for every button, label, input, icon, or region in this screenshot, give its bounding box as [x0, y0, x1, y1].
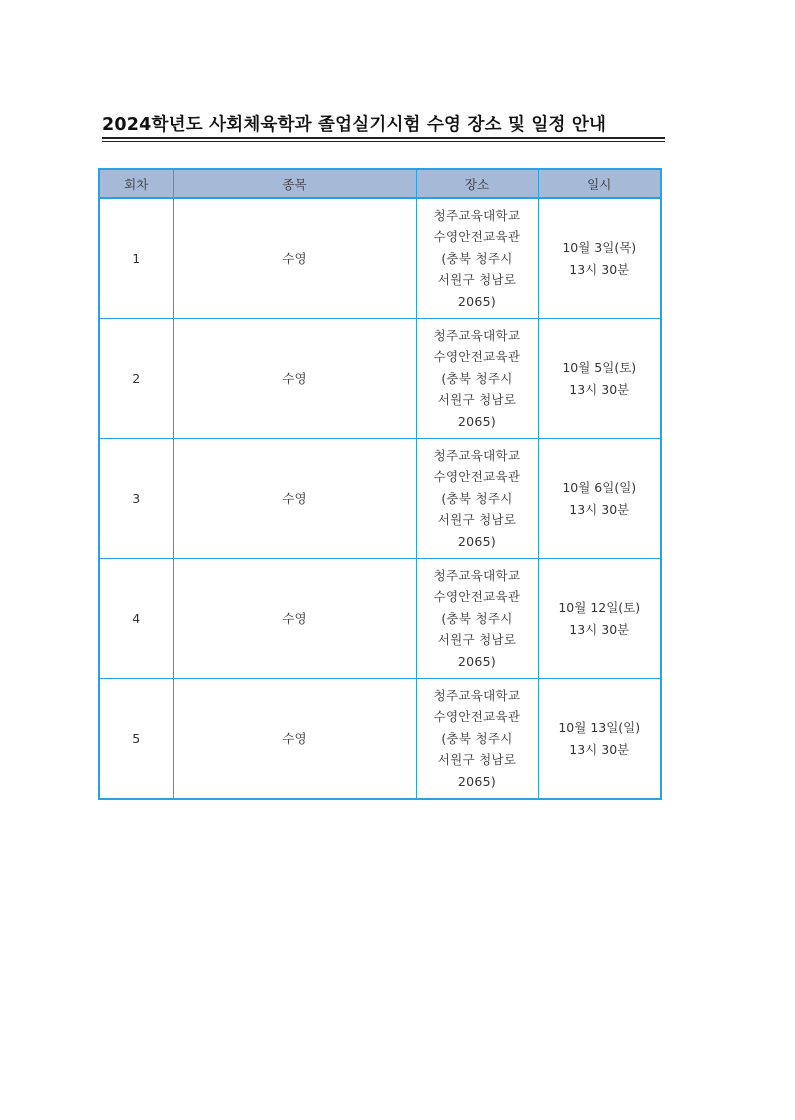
place-line: 수영안전교육관 — [433, 709, 521, 725]
cell-place — [416, 439, 538, 559]
table-row — [99, 198, 661, 319]
place-line: 수영안전교육관 — [433, 349, 521, 365]
place-line: 서원구 청남로 — [437, 272, 517, 288]
cell-event: 수영 — [173, 319, 416, 439]
date-text: 10월 12일(토) — [558, 600, 641, 615]
cell-datetime — [538, 559, 661, 679]
place-line: 수영안전교육관 — [433, 229, 521, 245]
cell-round: 4 — [99, 559, 173, 679]
table-row — [99, 439, 661, 559]
place-line: 청주교육대학교 — [433, 567, 521, 583]
cell-datetime — [538, 679, 661, 800]
place-line: 청주교육대학교 — [433, 327, 521, 343]
place-line: 청주교육대학교 — [433, 447, 521, 463]
time-text: 13시 30분 — [569, 381, 630, 397]
date-text: 10월 13일(일) — [558, 720, 641, 735]
place-line: 서원구 청남로 — [437, 752, 517, 768]
table-row — [99, 559, 661, 679]
time-text: 13시 30분 — [569, 261, 630, 277]
cell-event: 수영 — [173, 679, 416, 800]
cell-round: 2 — [99, 319, 173, 439]
place-line: 서원구 청남로 — [437, 512, 517, 528]
time-text: 13시 30분 — [569, 501, 630, 517]
place-line: (충북 청주시 — [441, 490, 513, 506]
header-place: 장소 — [416, 169, 538, 198]
time-text: 13시 30분 — [569, 741, 630, 757]
place-line: 2065) — [457, 653, 497, 669]
header-round: 회차 — [99, 169, 173, 198]
cell-place — [416, 679, 538, 800]
cell-round: 5 — [99, 679, 173, 800]
title-underline-thin — [102, 141, 665, 142]
document-title-block — [102, 114, 665, 142]
time-text: 13시 30분 — [569, 621, 630, 637]
place-line: 2065) — [457, 773, 497, 789]
title-underline — [102, 137, 665, 139]
place-line: (충북 청주시 — [441, 250, 513, 266]
cell-event: 수영 — [173, 559, 416, 679]
place-line: 청주교육대학교 — [433, 207, 521, 223]
cell-event: 수영 — [173, 439, 416, 559]
header-datetime: 일시 — [538, 169, 661, 198]
cell-place — [416, 319, 538, 439]
place-line: 2065) — [457, 533, 497, 549]
table-row — [99, 319, 661, 439]
document-title: 2024학년도 사회체육학과 졸업실기시험 수영 장소 및 일정 안내 — [102, 115, 607, 135]
cell-event: 수영 — [173, 198, 416, 319]
cell-place — [416, 198, 538, 319]
date-text: 10월 6일(일) — [562, 480, 637, 495]
cell-place — [416, 559, 538, 679]
cell-datetime — [538, 319, 661, 439]
cell-datetime — [538, 198, 661, 319]
schedule-table — [98, 168, 662, 800]
place-line: (충북 청주시 — [441, 610, 513, 626]
place-line: (충북 청주시 — [441, 730, 513, 746]
cell-round: 3 — [99, 439, 173, 559]
table-header-row — [99, 169, 661, 198]
cell-round: 1 — [99, 198, 173, 319]
place-line: 수영안전교육관 — [433, 589, 521, 605]
table-row — [99, 679, 661, 800]
place-line: 서원구 청남로 — [437, 632, 517, 648]
place-line: 수영안전교육관 — [433, 469, 521, 485]
place-line: 서원구 청남로 — [437, 392, 517, 408]
date-text: 10월 5일(토) — [562, 360, 637, 375]
cell-datetime — [538, 439, 661, 559]
place-line: (충북 청주시 — [441, 370, 513, 386]
place-line: 청주교육대학교 — [433, 687, 521, 703]
place-line: 2065) — [457, 293, 497, 309]
date-text: 10월 3일(목) — [562, 240, 637, 255]
header-event: 종목 — [173, 169, 416, 198]
place-line: 2065) — [457, 413, 497, 429]
